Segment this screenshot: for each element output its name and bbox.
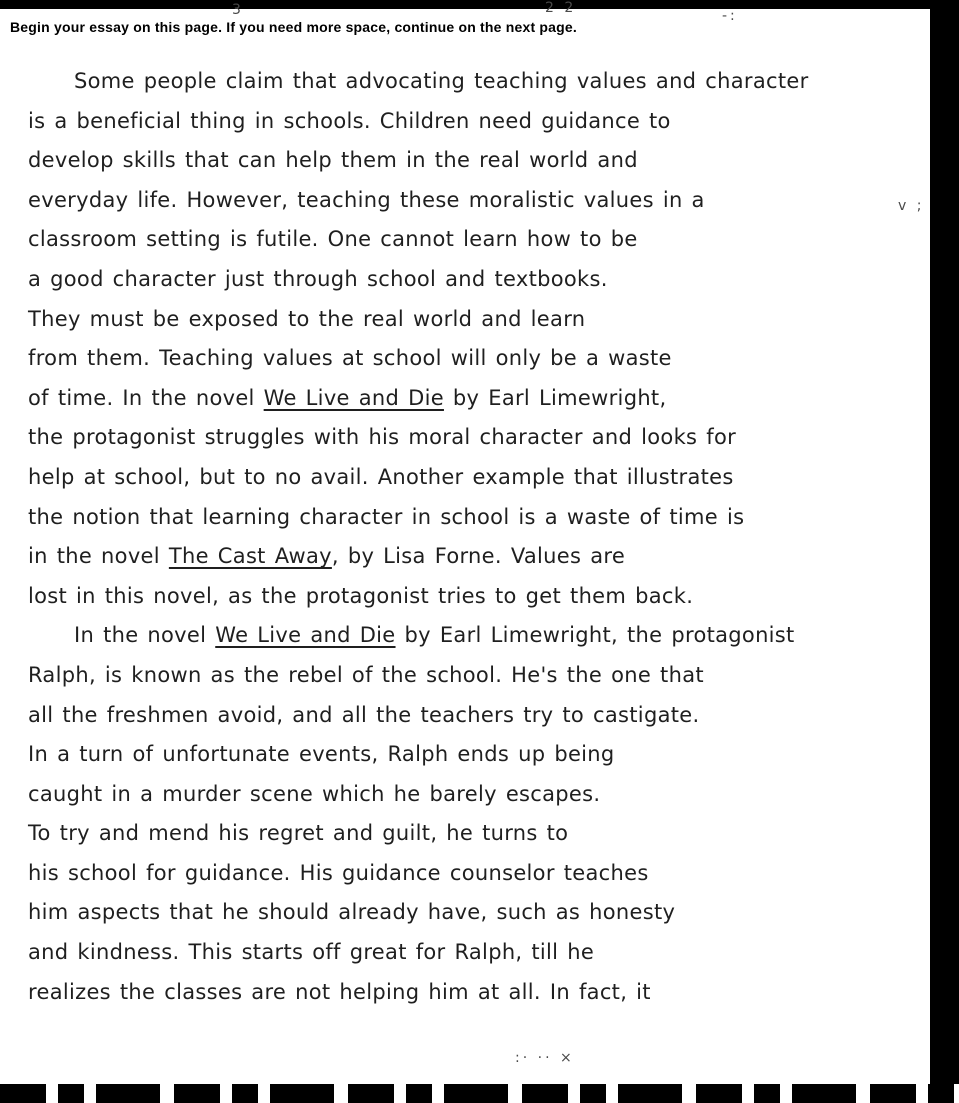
essay-line	[28, 814, 908, 854]
essay-text: Ralph, is known as the rebel of the school. He's the one that	[28, 662, 704, 687]
scan-artifact: v ;	[898, 198, 925, 214]
essay-text: his school for guidance. His guidance counselor teaches	[28, 860, 649, 885]
essay-line	[28, 933, 908, 973]
scan-strip-cutoff-text	[0, 1084, 959, 1103]
essay-line	[28, 260, 908, 300]
essay-text: a good character just through school and textbooks.	[28, 266, 608, 291]
essay-text: In the novel	[74, 623, 216, 648]
essay-line	[28, 498, 908, 538]
essay-line	[28, 339, 908, 379]
essay-text: of time. In the novel	[28, 385, 264, 410]
essay-text: him aspects that he should already have, such as honesty	[28, 900, 676, 925]
essay-text: realizes the classes are not helping him at all. In fact, it	[28, 979, 651, 1004]
instruction-text: Begin your essay on this page. If you need more space, continue on the next page.	[10, 19, 577, 35]
essay-line	[28, 181, 908, 221]
essay-text: classroom setting is futile. One cannot learn how to be	[28, 227, 638, 252]
essay-text: To try and mend his regret and guilt, he turns to	[28, 821, 569, 846]
essay-text: In a turn of unfortunate events, Ralph ends up being	[28, 742, 615, 767]
essay-text: the protagonist struggles with his moral character and looks for	[28, 425, 737, 450]
essay-text: lost in this novel, as the protagonist tries to get them back.	[28, 583, 694, 608]
essay-line	[28, 300, 908, 340]
essay-text: everyday life. However, teaching these moralistic values in a	[28, 187, 705, 212]
essay-line	[28, 379, 908, 419]
essay-line	[28, 418, 908, 458]
essay-text: and kindness. This starts off great for Ralph, till he	[28, 940, 595, 965]
book-title-underlined: We Live and Die	[215, 623, 396, 648]
essay-line	[28, 656, 908, 696]
essay-text: caught in a murder scene which he barely escapes.	[28, 781, 601, 806]
essay-text: by Earl Limewright,	[443, 385, 667, 410]
essay-line	[28, 616, 908, 656]
book-title-underlined: We Live and Die	[263, 385, 444, 410]
essay-line	[28, 62, 908, 102]
essay-text: the notion that learning character in school is a waste of time is	[28, 504, 745, 529]
scan-border-right	[930, 0, 959, 1103]
essay-text: is a beneficial thing in schools. Children need guidance to	[28, 108, 671, 133]
essay-line	[28, 973, 908, 1013]
scan-border-top	[0, 0, 959, 9]
essay-line	[28, 141, 908, 181]
essay-text: all the freshmen avoid, and all the teachers try to castigate.	[28, 702, 700, 727]
scan-artifact: 3	[232, 2, 244, 18]
essay-line	[28, 775, 908, 815]
book-title-underlined: The Cast Away	[168, 544, 332, 569]
essay-text: from them. Teaching values at school will only be a waste	[28, 346, 672, 371]
essay-line	[28, 735, 908, 775]
essay-text: Some people claim that advocating teaching values and character	[74, 69, 809, 93]
scan-artifact: -:	[722, 8, 738, 24]
essay-text: help at school, but to no avail. Another example that illustrates	[28, 464, 734, 489]
essay-line	[28, 577, 908, 617]
essay-text: in the novel	[28, 544, 169, 569]
essay-line	[28, 458, 908, 498]
essay-line	[28, 537, 908, 577]
essay-line	[28, 220, 908, 260]
essay-line	[28, 893, 908, 933]
essay-text: They must be exposed to the real world and learn	[28, 306, 586, 331]
scan-artifact: :· ·· ×	[515, 1050, 575, 1066]
essay-text: develop skills that can help them in the real world and	[28, 148, 638, 173]
essay-body	[28, 62, 908, 1012]
essay-line	[28, 854, 908, 894]
essay-line	[28, 696, 908, 736]
essay-text: , by Lisa Forne. Values are	[331, 544, 626, 569]
scan-artifact: 2 2	[545, 0, 577, 16]
essay-line	[28, 102, 908, 142]
essay-text: by Earl Limewright, the protagonist	[395, 623, 795, 648]
